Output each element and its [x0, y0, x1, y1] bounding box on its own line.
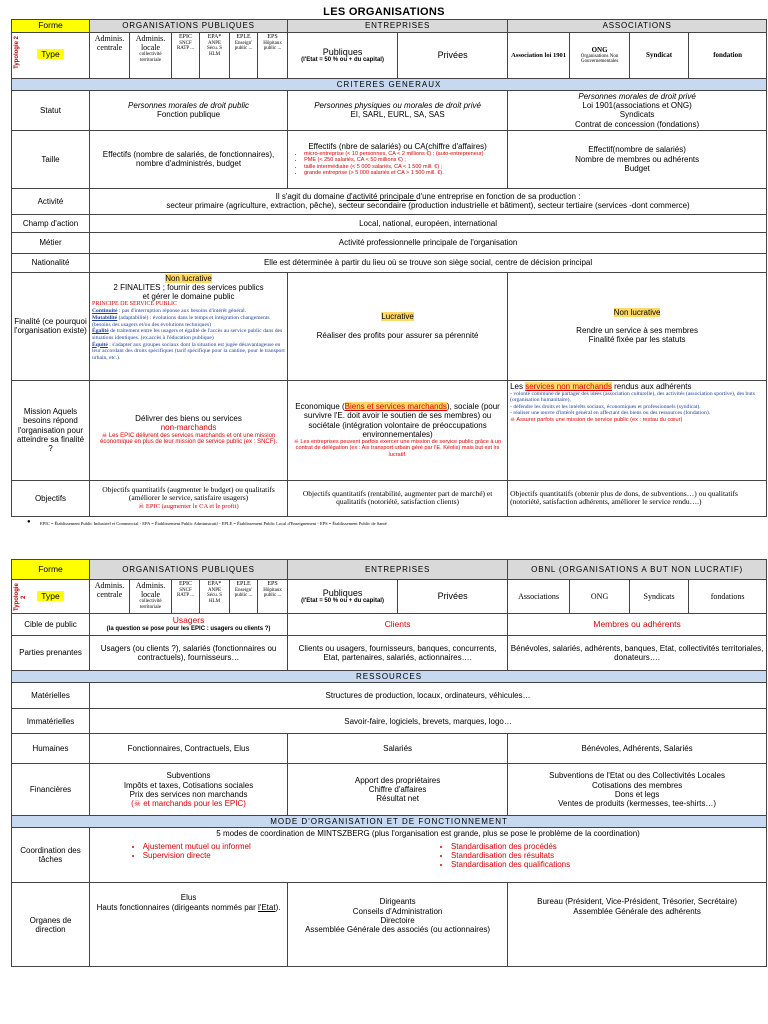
- band-criteres-generaux: CRITERES GENERAUX: [12, 78, 767, 90]
- finalite-entreprises: Lucrative Réaliser des profits pour assurer sa pérennité: [288, 272, 508, 380]
- financieres-associations: Subventions de l'Etat ou des Collectivités Locales Cotisations des membres Dons et legs Ventes de produits (kermesses, tee-shirts…): [508, 764, 767, 816]
- col-eps-2: EPS Hôpitaux public ...: [258, 580, 288, 614]
- objectifs-associations: Objectifs quantitatifs (obtenir plus de dons, de subventions…) ou qualitatifs (notoriété, satisfaction adhérents, améliorer le service rendu….): [508, 480, 767, 516]
- row-cible: Cible de public Usagers (la question se pose pour les EPIC : usagers ou clients ?) Clients Membres ou adhérents: [12, 614, 767, 636]
- mission-entreprises: Economique (Biens et services marchands), sociale (pour survivre l'E. doit avoir le soutien de ses membres) ou sociétale (intégration volontaire de préoccupations environnementales) ☠ Les entreprises peuvent parfois exercer une mission de service public grâce à un contrat de délégation (ex : Aix transport urbain géré par l'E. Kéolis) mais but est lrs lucratif.: [288, 380, 508, 480]
- col-epa: EPA* ANPE Sécu. S HLM: [200, 32, 230, 78]
- col-eple: EPLE Enseign' public ...: [230, 32, 258, 78]
- row-organes-direction: Organes de direction Elus Hauts fonctionnaires (dirigeants nommés par l'Etat). Dirigeants Conseils d'Administration Directoire Assemblée Générale des associés (ou actionnaires) Bureau (Président, Vice-Président, Trésorier, Secrétaire) Assemblée Générale des adhérents: [12, 883, 767, 967]
- col-association-1901: Association loi 1901: [508, 32, 570, 78]
- band-mode-organisation: MODE D'ORGANISATION ET DE FONCTIONNEMENT: [12, 816, 767, 828]
- row-objectifs: Objectifs Objectifs quantitatifs (augmenter le budget) ou qualitatifs (améliorer le service, satisfaire usagers) ☠ EPIC (augmenter le CA et le profit) Objectifs quantitatifs (rentabilité, augmenter part de marché) et qualitatifs (notoriété, satisfaction clients) Objectifs quantitatifs (obtenir plus de dons, de subventions…) ou qualitatifs (notoriété, satisfaction adhérents, améliorer le service rendu….): [12, 480, 767, 516]
- col-fondations-2: fondations: [689, 580, 767, 614]
- typologie-side-label-2: Typologie 2: [14, 583, 27, 612]
- col-epic: EPIC SNCF RATP ...: [172, 32, 200, 78]
- footnote: EPIC = Établissement Public Industriel et Commercial - EPA = Établissement Public Administratif - EPLE = Établissement Public Local d'Enseignement - EPS = Établissement Public de Santé: [40, 521, 387, 526]
- col-entreprises-privees-2: Privées: [398, 580, 508, 614]
- col-syndicat: Syndicat: [630, 32, 689, 78]
- footnote-bullet: ●: [27, 519, 31, 525]
- col-fondation: fondation: [689, 32, 767, 78]
- col-epa-2: EPA* ANPE Sécu. S HLM: [200, 580, 230, 614]
- header-organisations-publiques-2: ORGANISATIONS PUBLIQUES: [90, 560, 288, 580]
- row-immaterielles: Immatérielles Savoir-faire, logiciels, brevets, marques, logo…: [12, 709, 767, 734]
- header-entreprises-2: ENTREPRISES: [288, 560, 508, 580]
- row-taille: Taille Effectifs (nombre de salariés, de fonctionnaires), nombre d'administrés, budget Effectifs (nbre de salariés) ou CA(chiffre d'affaires) • micro-entreprise (< 10 personnes, CA < 2 millions €) ; (auto-entrepreneur) • PME (< 250 salariés, CA < 50 millions €) ; • taille intermédiaire (< 5 000 salariés, CA < 1 500 mill. €) ; • grande entreprise (> 5 000 salariés et CA > 1 500 mill. €). Effectif(nombre de salariés) Nombre de membres ou adhérents Budget: [12, 130, 767, 188]
- col-eps: EPS Hôpitaux public ...: [258, 32, 288, 78]
- col-admin-locale-2: Adminis. locale collectivité territoriale: [130, 580, 172, 614]
- col-ong: ONG Organisations Non Gouvernementales: [570, 32, 630, 78]
- mission-publiques: Délivrer des biens ou services non-marchands ☠ Les EPIC délivrent des services marchands et ont une mission économique en plus de leur mission de service public (ex : SNCF).: [90, 380, 288, 480]
- cible-associations: Membres ou adhérents: [508, 614, 767, 636]
- cible-publiques: Usagers (la question se pose pour les EPIC : usagers ou clients ?): [90, 614, 288, 636]
- col-admin-locale: Adminis. locale collectivité territoriale: [130, 32, 172, 78]
- mission-associations: Les services non marchands rendus aux adhérents - volonté commune de partager des idées (association culturelle), des activités (association sportive), des buts (organisation humanitaire), - défendre les droits et les intérêts sociaux, économiques et professionnels (syndicat). - réaliser une œuvre d'intérêt général en affectant des biens ou des ressources (fondation). ☠ Assurer parfois une mission de service public (ex : restau du cœur): [508, 380, 767, 480]
- header-obnl: OBNL (ORGANISATIONS A BUT NON LUCRATIF): [508, 560, 767, 580]
- forme-label: Forme: [12, 20, 90, 33]
- row-humaines: Humaines Fonctionnaires, Contractuels, Elus Salariés Bénévoles, Adhérents, Salariés: [12, 734, 767, 764]
- col-associations-2: Associations: [508, 580, 570, 614]
- col-ong-2: ONG: [570, 580, 630, 614]
- financieres-publiques: Subventions Impôts et taxes, Cotisations sociales Prix des services non marchands (☠ et marchands pour les EPIC): [90, 764, 288, 816]
- cible-entreprises: Clients: [288, 614, 508, 636]
- row-parties-prenantes: Parties prenantes Usagers (ou clients ?), salariés (fonctionnaires ou contractuels), fournisseurs… Clients ou usagers, fournisseurs, banques, concurrents, Etat, partenaires, salariés, actionnaires…. Bénévoles, salariés, adhérents, banques, Etat, collectivités territoriales, donateurs….: [12, 636, 767, 671]
- col-syndicats-2: Syndicats: [630, 580, 689, 614]
- organisations-table-1: [11, 19, 767, 517]
- organisations-table-2: [11, 559, 767, 967]
- finalite-publiques: Non lucrative 2 FINALITES ; fournir des services publics et gérer le domaine public PRINCIPE DE SERVICE PUBLIC Continuité : pas d'interruption réponse aux besoins d'intérêt général. Mutabilité (adaptabilité) : évolutions dans le temps et intégration changements (besoins des usagers et/ou des évolutions techniques) Égalité de traitement entre les usagers et égalité de l'accès au service public dans des situations identiques. (ex.accès à l'éducation publique) Équité : s'adapter aux groupes sociaux dont la situation est jugée désavantageuse en leur accordant des droits spécifiques (tarif spécifique pour la cantine, pour le transport urbain, etc.).: [90, 272, 288, 380]
- taille-entreprises: Effectifs (nbre de salariés) ou CA(chiffre d'affaires) • micro-entreprise (< 10 personnes, CA < 2 millions €) ; (auto-entrepreneur) • PME (< 250 salariés, CA < 50 millions €) ; • taille intermédiaire (< 5 000 salariés, CA < 1 500 mill. €) ; • grande entreprise (> 5 000 salariés et CA > 1 500 mill. €).: [288, 130, 508, 188]
- row-financieres: Financières Subventions Impôts et taxes, Cotisations sociales Prix des services non marchands (☠ et marchands pour les EPIC) Apport des propriétaires Chiffre d'affaires Résultat net Subventions de l'Etat ou des Collectivités Locales Cotisations des membres Dons et legs Ventes de produits (kermesses, tee-shirts…): [12, 764, 767, 816]
- row-nationalite: Nationalité Elle est déterminée à partir du lieu où se trouve son siège social, centre de décision principal: [12, 253, 767, 272]
- row-activite: Activité Il s'agit du domaine d'activité principale d'une entreprise en fonction de sa production : secteur primaire (agriculture, extraction, pêche), secteur secondaire (production industrielle et bâtiment), secteur tertiaire (services -dont commerce): [12, 188, 767, 214]
- page-title: LES ORGANISATIONS: [323, 6, 445, 18]
- row-materielles: Matérielles Structures de production, locaux, ordinateurs, véhicules…: [12, 683, 767, 709]
- organes-associations: Bureau (Président, Vice-Président, Trésorier, Secrétaire) Assemblée Générale des adhérents: [508, 883, 767, 967]
- financieres-entreprises: Apport des propriétaires Chiffre d'affaires Résultat net: [288, 764, 508, 816]
- row-finalite: Finalité (ce pourquoi l'organisation existe) Non lucrative 2 FINALITES ; fournir des services publics et gérer le domaine public PRINCIPE DE SERVICE PUBLIC Continuité : pas d'interruption réponse aux besoins d'intérêt général. Mutabilité (adaptabilité) : évolutions dans le temps et intégration changements (besoins des usagers et/ou des évolutions techniques) Égalité de traitement entre les usagers et égalité de l'accès au service public dans des situations identiques. (ex.accès à l'éducation publique) Équité : s'adapter aux groupes sociaux dont la situation est jugée désavantageuse en leur accordant des droits spécifiques (tarif spécifique pour la cantine, pour le transport urbain, etc.). Lucrative Réaliser des profits pour assurer sa pérennité Non lucrative Rendre un service à ses membres Finalité fixée par les statuts: [12, 272, 767, 380]
- typologie-side-label: Typologie 2: [14, 35, 20, 69]
- band-ressources: RESSOURCES: [12, 671, 767, 683]
- coordination-text: 5 modes de coordination de MINTSZBERG (plus l'organisation est grande, plus se pose le problème de la coordination) • Ajustement mutuel ou informel • Supervision directe • Standardisation des procédés • Standardisation des résultats • Standardisation des qualifications: [90, 828, 767, 883]
- col-entreprises-privees: Privées: [398, 32, 508, 78]
- statut-publiques: Personnes morales de droit public Fonction publique: [90, 90, 288, 130]
- col-admin-centrale: Adminis. centrale: [90, 32, 130, 78]
- col-entreprises-publiques: Publiques (l'Etat = 50 % ou + du capital): [288, 32, 398, 78]
- row-mission: Mission Aquels besoins répond l'organisation pour atteindre sa finalité ? Délivrer des biens ou services non-marchands ☠ Les EPIC délivrent des services marchands et ont une mission économique en plus de leur mission de service public (ex : SNCF). Economique (Biens et services marchands), sociale (pour survivre l'E. doit avoir le soutien de ses membres) ou sociétale (intégration volontaire de préoccupations environnementales) ☠ Les entreprises peuvent parfois exercer une mission de service public grâce à un contrat de délégation (ex : Aix transport urbain géré par l'E. Kéolis) mais but est lrs lucratif. Les services non marchands rendus aux adhérents - volonté commune de partager des idées (association culturelle), des activités (association sportive), des buts (organisation humanitaire), - défendre les droits et les intérêts sociaux, économiques et professionnels (syndicat). - réaliser une œuvre d'intérêt général en affectant des biens ou des ressources (fondation). ☠ Assurer parfois une mission de service public (ex : restau du cœur): [12, 380, 767, 480]
- col-admin-centrale-2: Adminis. centrale: [90, 580, 130, 614]
- col-entreprises-publiques-2: Publiques (l'Etat = 50 % ou + du capital): [288, 580, 398, 614]
- header-entreprises: ENTREPRISES: [288, 20, 508, 33]
- row-champ-action: Champ d'action Local, national, européen, international: [12, 214, 767, 232]
- col-eple-2: EPLE Enseign' public ...: [230, 580, 258, 614]
- finalite-associations: Non lucrative Rendre un service à ses membres Finalité fixée par les statuts: [508, 272, 767, 380]
- col-epic-2: EPIC SNCF RATP ...: [172, 580, 200, 614]
- row-statut: Statut Personnes morales de droit public Fonction publique Personnes physiques ou morales de droit privé EI, SARL, EURL, SA, SAS Personnes morales de droit privé Loi 1901(associations et ONG) Syndicats Contrat de concession (fondations): [12, 90, 767, 130]
- organes-entreprises: Dirigeants Conseils d'Administration Directoire Assemblée Générale des associés (ou actionnaires): [288, 883, 508, 967]
- row-metier: Métier Activité professionnelle principale de l'organisation: [12, 232, 767, 253]
- type-label: Typologie 2 Type: [12, 32, 90, 78]
- objectifs-publiques: Objectifs quantitatifs (augmenter le budget) ou qualitatifs (améliorer le service, satisfaire usagers) ☠ EPIC (augmenter le CA et le profit): [90, 480, 288, 516]
- header-organisations-publiques: ORGANISATIONS PUBLIQUES: [90, 20, 288, 33]
- statut-associations: Personnes morales de droit privé Loi 1901(associations et ONG) Syndicats Contrat de concession (fondations): [508, 90, 767, 130]
- row-coordination: Coordination des tâches 5 modes de coordination de MINTSZBERG (plus l'organisation est grande, plus se pose le problème de la coordination) • Ajustement mutuel ou informel • Supervision directe • Standardisation des procédés • Standardisation des résultats • Standardisation des qualifications: [12, 828, 767, 883]
- header-associations: ASSOCIATIONS: [508, 20, 767, 33]
- statut-entreprises: Personnes physiques ou morales de droit privé EI, SARL, EURL, SA, SAS: [288, 90, 508, 130]
- taille-publiques: Effectifs (nombre de salariés, de fonctionnaires), nombre d'administrés, budget: [90, 130, 288, 188]
- activite-text: Il s'agit du domaine d'activité principale d'une entreprise en fonction de sa production : secteur primaire (agriculture, extraction, pêche), secteur secondaire (production industrielle et bâtiment), secteur tertiaire (services -dont commerce): [90, 188, 767, 214]
- type-label-2: Typologie 2 Type: [12, 580, 90, 614]
- taille-associations: Effectif(nombre de salariés) Nombre de membres ou adhérents Budget: [508, 130, 767, 188]
- objectifs-entreprises: Objectifs quantitatifs (rentabilité, augmenter part de marché) et qualitatifs (notoriété, satisfaction clients): [288, 480, 508, 516]
- organes-publiques: Elus Hauts fonctionnaires (dirigeants nommés par l'Etat).: [90, 883, 288, 967]
- forme-label-2: Forme: [12, 560, 90, 580]
